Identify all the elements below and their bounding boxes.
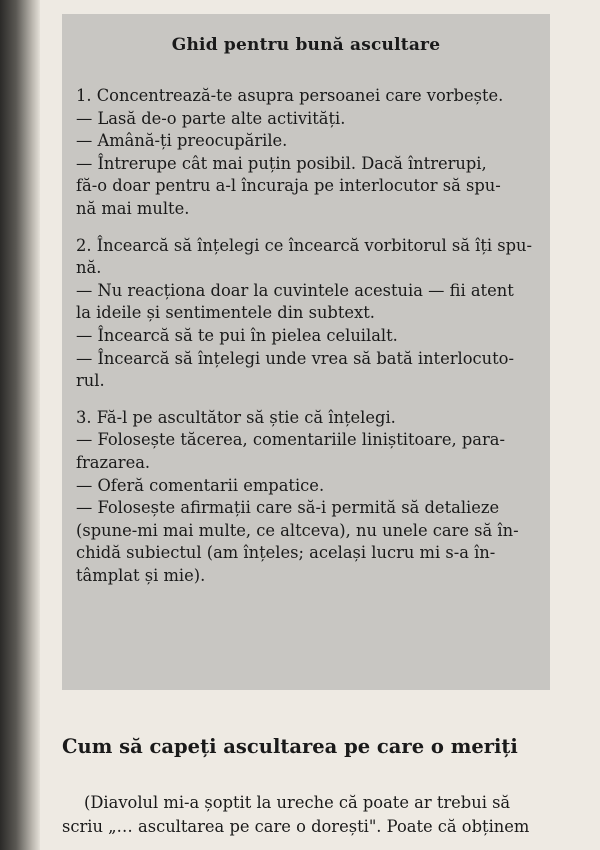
guide-section-2 xyxy=(76,235,536,393)
text-line: fă-o doar pentru a-l încuraja pe interlocutor să spu- xyxy=(76,176,501,196)
text-line: nă. xyxy=(76,258,102,278)
text-line: — Amână-ți preocupările. xyxy=(76,131,288,151)
text-line: frazarea. xyxy=(76,452,151,472)
text-line: — Oferă comentarii empatice. xyxy=(76,475,325,495)
guide-section-1 xyxy=(76,85,536,221)
text-line: chidă subiectul (am înțeles; același lucru mi s-a în- xyxy=(76,543,496,563)
body-paragraph xyxy=(62,791,550,839)
text-line: — Încearcă să te pui în pielea celuilalt. xyxy=(76,325,398,345)
text-line: rul. xyxy=(76,371,105,391)
guide-section-3 xyxy=(76,407,536,588)
text-line: — Nu reacționa doar la cuvintele acestuia — fii atent xyxy=(76,280,514,300)
text-line: tâmplat și mie). xyxy=(76,565,206,585)
text-line: — Folosește afirmații care să-i permită să detalieze xyxy=(76,498,500,518)
text-line: 2. Încearcă să înțelegi ce încearcă vorbitorul să îți spu- xyxy=(76,235,533,255)
text-line: (Diavolul mi-a șoptit la ureche că poate ar trebui să xyxy=(84,793,511,812)
text-line: — Folosește tăcerea, comentariile liniștitoare, para- xyxy=(76,430,505,450)
text-line: — Lasă de-o parte alte activități. xyxy=(76,108,346,128)
text-line: la ideile și sentimentele din subtext. xyxy=(76,303,375,323)
text-line: 3. Fă-l pe ascultător să știe că înțelegi. xyxy=(76,407,396,427)
text-line: 1. Concentrează-te asupra persoanei care vorbește. xyxy=(76,86,504,105)
guide-title: Ghid pentru bună ascultare xyxy=(171,35,441,55)
section-heading: Cum să capeți ascultarea pe care o meriți xyxy=(62,735,518,758)
text-line: — Întrerupe cât mai puțin posibil. Dacă întrerupi, xyxy=(76,153,487,173)
text-line: (spune-mi mai multe, ce altceva), nu unele care să în- xyxy=(76,520,519,540)
text-line: nă mai multe. xyxy=(76,198,190,218)
text-line: scriu „… ascultarea pe care o dorești". Poate că obținem xyxy=(62,817,530,836)
facing-page-gutter xyxy=(0,0,40,850)
text-line: — Încearcă să înțelegi unde vrea să bată interlocuto- xyxy=(76,348,514,368)
listening-guide-box xyxy=(62,14,550,690)
